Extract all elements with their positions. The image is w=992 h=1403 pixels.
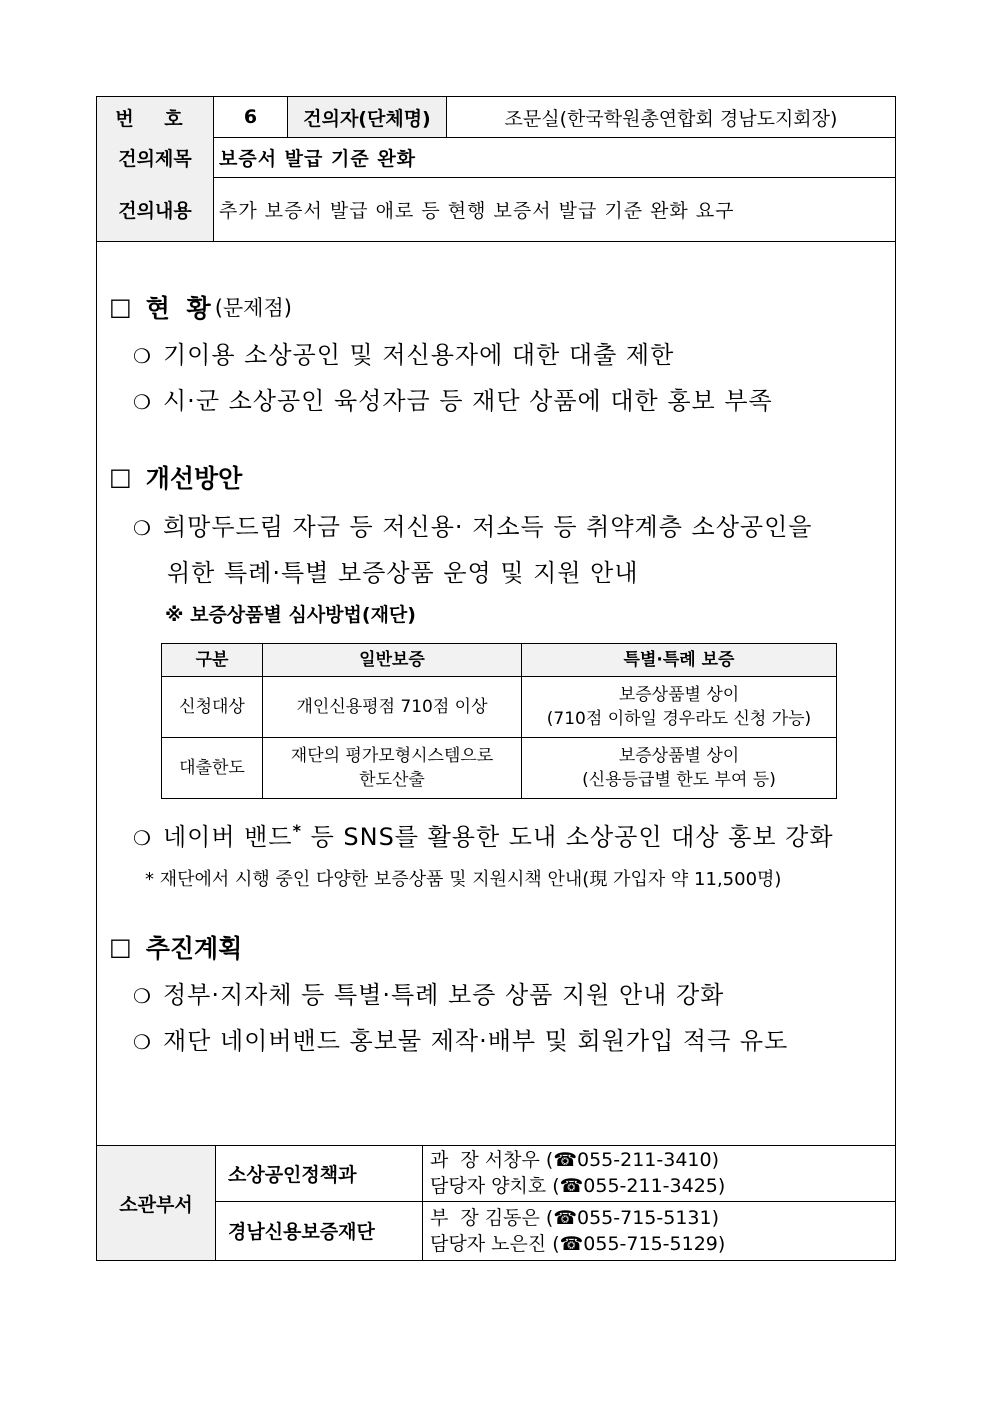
header-row-number (97, 97, 895, 138)
plan-bullet-2: ❍ 재단 네이버밴드 홍보물 제작·배부 및 회원가입 적극 유도 (133, 1027, 789, 1055)
number-label: 번 호 (97, 97, 213, 137)
table-cell: 보증상품별 상이 (710점 이하일 경우라도 신청 가능) (522, 677, 837, 738)
bullet-circle-icon: ❍ (133, 826, 152, 850)
checkbox-square-icon: □ (109, 933, 132, 961)
table-cell: 보증상품별 상이 (신용등급별 한도 부여 등) (522, 738, 837, 799)
section-plan-title: □ 추진계획 (109, 933, 243, 963)
table-header-row (162, 644, 837, 677)
table-header-cell: 일반보증 (263, 644, 522, 677)
table-header-cell: 특별·특례 보증 (522, 644, 837, 677)
status-bullet-1: ❍ 기이용 소상공인 및 저신용자에 대한 대출 제한 (133, 341, 675, 369)
number-value: 6 (243, 106, 258, 128)
title-value: 보증서 발급 기준 완화 (219, 147, 417, 170)
table-cell: 신청대상 (162, 677, 263, 738)
review-method-table (161, 643, 837, 799)
improvement-bullet-1: ❍ 희망두드림 자금 등 저신용· 저소득 등 취약계층 소상공인을 (133, 513, 813, 541)
department-row (216, 1146, 895, 1202)
table-cell: 재단의 평가모형시스템으로 한도산출 (263, 738, 522, 799)
title-label: 건의제목 (97, 137, 213, 177)
table-row (162, 677, 837, 738)
bullet-circle-icon: ❍ (133, 344, 152, 368)
proposal-form (96, 96, 896, 1261)
proposer-label: 건의자(단체명) (288, 97, 446, 137)
content-label: 건의내용 (97, 177, 213, 241)
department-contacts: 과 장 서창우 (☎055-211-3410) 담당자 양치호 (☎055-211-3425) (430, 1149, 726, 1197)
improvement-bullet-2: ❍ 네이버 밴드* 등 SNS를 활용한 도내 소상공인 대상 홍보 강화 (133, 821, 834, 851)
department-contacts: 부 장 김동은 (☎055-715-5131) 담당자 노은진 (☎055-715-5129) (430, 1207, 726, 1255)
checkbox-square-icon: □ (109, 293, 132, 321)
bullet-circle-icon: ❍ (133, 516, 152, 540)
table-cell: 대출한도 (162, 738, 263, 799)
bullet-circle-icon: ❍ (133, 984, 152, 1008)
plan-bullet-1: ❍ 정부·지자체 등 특별·특례 보증 상품 지원 안내 강화 (133, 981, 725, 1009)
department-table (97, 1145, 895, 1260)
review-method-note: ※ 보증상품별 심사방법(재단) (165, 604, 416, 626)
department-row (216, 1201, 895, 1260)
table-header-cell: 구분 (162, 644, 263, 677)
proposer-value: 조문실(한국학원총연합회 경남도지회장) (504, 107, 838, 130)
footnote: * 재단에서 시행 중인 다양한 보증상품 및 지원시책 안내(現 가입자 약 11,500명) (145, 869, 782, 890)
department-name: 소상공인정책과 (228, 1164, 357, 1186)
table-row (162, 738, 837, 799)
status-bullet-2: ❍ 시·군 소상공인 육성자금 등 재단 상품에 대한 홍보 부족 (133, 387, 773, 415)
table-cell: 개인신용평점 710점 이상 (263, 677, 522, 738)
content-value: 추가 보증서 발급 애로 등 현행 보증서 발급 기준 완화 요구 (219, 199, 735, 222)
footnote-marker: * (292, 821, 302, 840)
checkbox-square-icon: □ (109, 463, 132, 491)
header-row-content (97, 177, 895, 242)
department-name: 경남신용보증재단 (228, 1221, 375, 1243)
bullet-circle-icon: ❍ (133, 390, 152, 414)
section-improvement-title: □ 개선방안 (109, 463, 243, 493)
improvement-bullet-1-continued: 위한 특례·특별 보증상품 운영 및 지원 안내 (167, 559, 639, 587)
bullet-circle-icon: ❍ (133, 1030, 152, 1054)
header-row-title (97, 137, 895, 178)
department-label: 소관부서 (97, 1146, 215, 1260)
section-status-title: □ 현 황 (문제점) (109, 293, 292, 323)
